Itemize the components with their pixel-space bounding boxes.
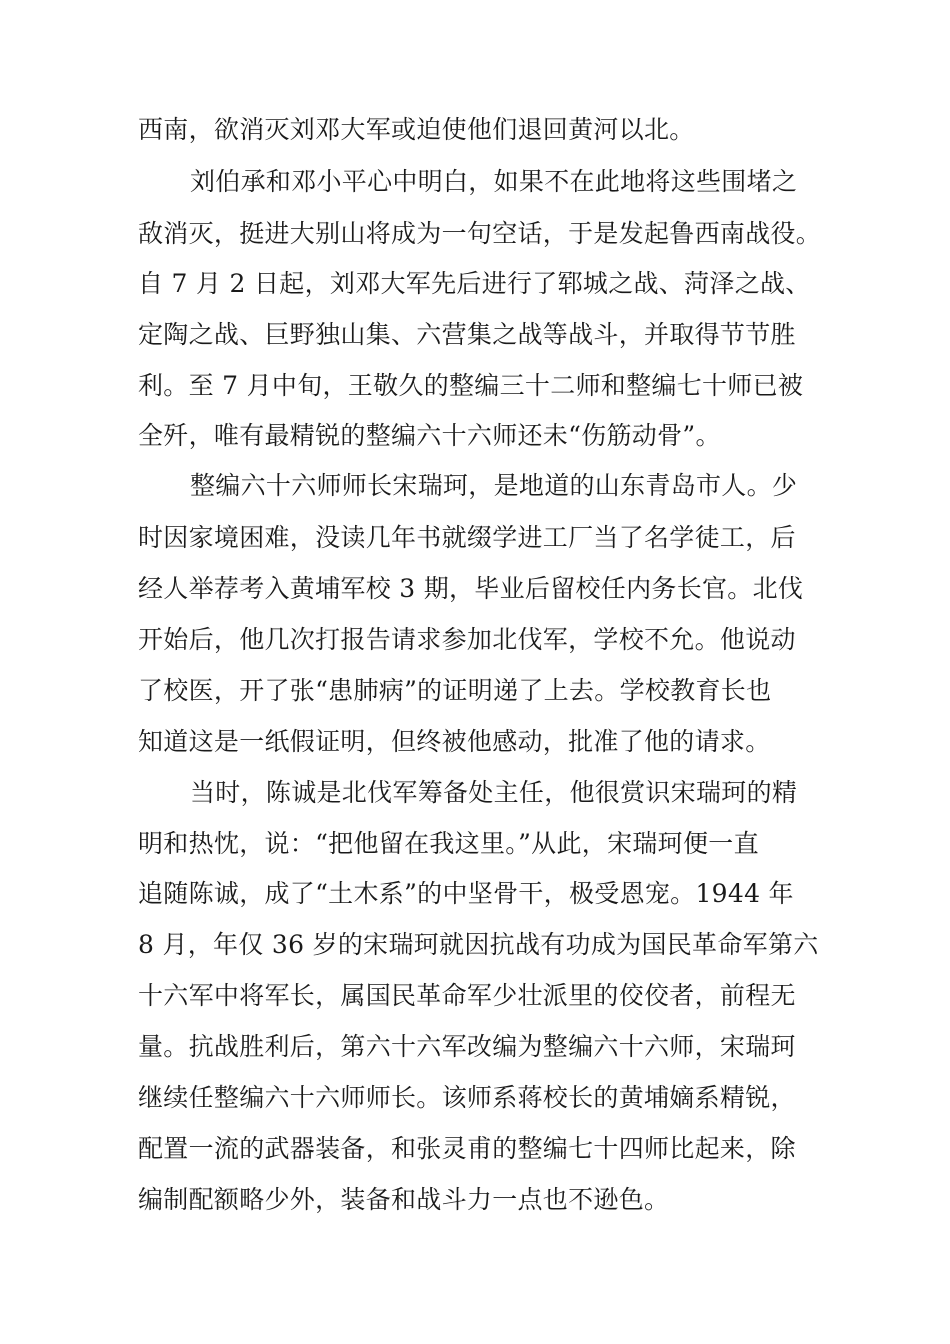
text-line: 开始后，他几次打报告请求参加北伐军，学校不允。他说动 xyxy=(138,625,796,654)
text-line: 时因家境困难，没读几年书就缀学进工厂当了名学徒工，后 xyxy=(138,523,796,552)
text-line: 全歼，唯有最精锐的整编六十六师还未“伤筋动骨”。 xyxy=(138,421,721,450)
text-line: 自 7 月 2 日起，刘邓大军先后进行了郓城之战、菏泽之战、 xyxy=(138,269,811,298)
text-line: 经人举荐考入黄埔军校 3 期，毕业后留校任内务长官。北伐 xyxy=(138,574,804,603)
text-line: 知道这是一纸假证明，但终被他感动，批准了他的请求。 xyxy=(138,727,771,756)
paragraph-start-line: 刘伯承和邓小平心中明白，如果不在此地将这些围堵之 xyxy=(190,167,798,196)
text-line: 利。至 7 月中旬，王敬久的整编三十二师和整编七十师已被 xyxy=(138,371,804,400)
text-line: 8 月，年仅 36 岁的宋瑞珂就因抗战有功成为国民革命军第六 xyxy=(138,930,819,959)
text-line: 量。抗战胜利后，第六十六军改编为整编六十六师，宋瑞珂 xyxy=(138,1032,796,1061)
paragraph-start-line: 当时，陈诚是北伐军筹备处主任，他很赏识宋瑞珂的精 xyxy=(190,778,798,807)
text-line: 继续任整编六十六师师长。该师系蒋校长的黄埔嫡系精锐， xyxy=(138,1083,796,1112)
text-line: 编制配额略少外，装备和战斗力一点也不逊色。 xyxy=(138,1185,670,1214)
text-line: 十六军中将军长，属国民革命军少壮派里的佼佼者，前程无 xyxy=(138,981,796,1010)
paragraph-start-line: 整编六十六师师长宋瑞珂，是地道的山东青岛市人。少 xyxy=(190,471,798,500)
text-line: 明和热忱，说：“把他留在我这里。”从此，宋瑞珂便一直 xyxy=(138,829,759,858)
text-line: 西南，欲消灭刘邓大军或迫使他们退回黄河以北。 xyxy=(138,115,695,144)
text-line: 了校医，开了张“患肺病”的证明递了上去。学校教育长也 xyxy=(138,676,772,705)
text-line: 追随陈诚，成了“土木系”的中坚骨干，极受恩宠。1944 年 xyxy=(138,879,794,908)
text-line: 定陶之战、巨野独山集、六营集之战等战斗，并取得节节胜 xyxy=(138,320,796,349)
text-line: 配置一流的武器装备，和张灵甫的整编七十四师比起来，除 xyxy=(138,1134,796,1163)
text-line: 敌消灭，挺进大别山将成为一句空话，于是发起鲁西南战役。 xyxy=(138,219,822,248)
